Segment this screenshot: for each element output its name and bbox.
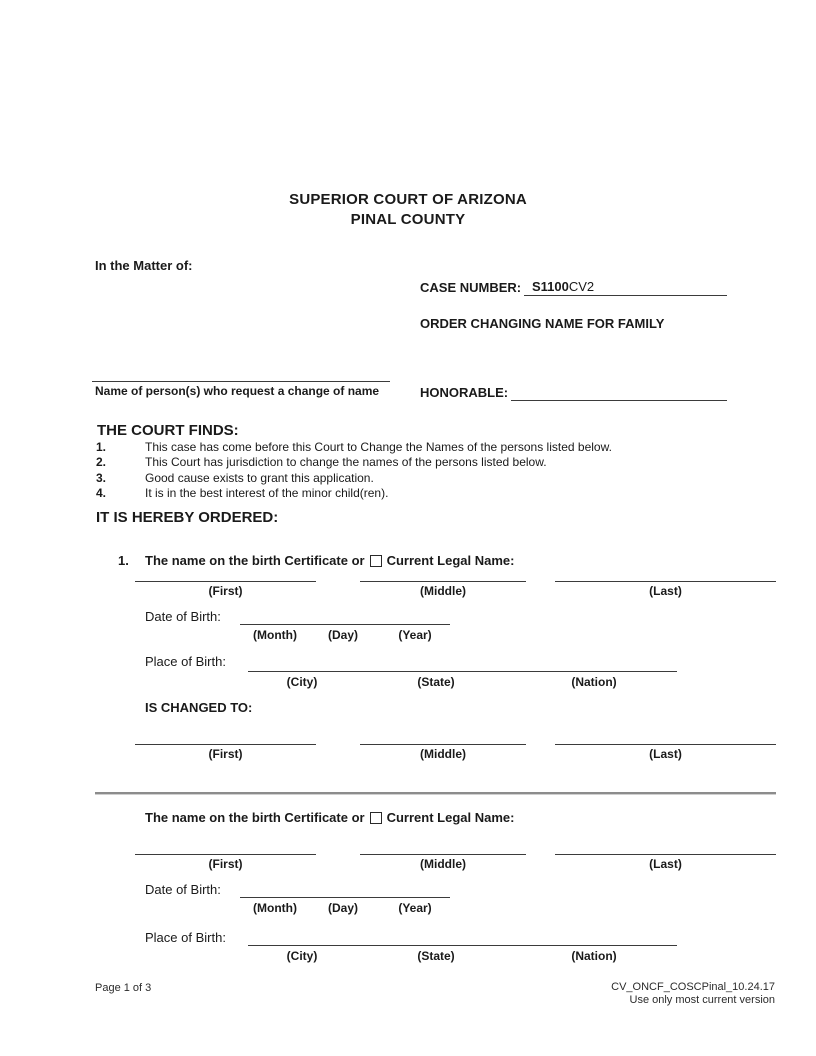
finding-text: This case has come before this Court to Change the Names of the persons listed below. xyxy=(145,440,612,454)
section-divider xyxy=(95,792,776,795)
finding-number: 1. xyxy=(96,440,107,454)
s2-dob-field[interactable] xyxy=(240,897,450,915)
case-number-value-suffix: CV2 xyxy=(568,279,595,294)
field-label-city: (City) xyxy=(286,675,318,689)
court-finds-heading: THE COURT FINDS: xyxy=(97,422,239,439)
field-label-first: (First) xyxy=(208,584,243,598)
s1-newname-first-field[interactable] xyxy=(135,744,316,761)
field-label-first: (First) xyxy=(208,747,243,761)
s1-dob-field[interactable] xyxy=(240,624,450,642)
s1-newname-middle-field[interactable] xyxy=(360,744,526,761)
s1-pob-field[interactable] xyxy=(248,671,677,689)
current-legal-name-checkbox[interactable] xyxy=(370,555,382,567)
petitioner-caption: Name of person(s) who request a change of name xyxy=(95,384,380,398)
honorable-field[interactable] xyxy=(511,384,727,401)
field-label-last: (Last) xyxy=(649,857,682,871)
section2-name-prompt xyxy=(145,810,514,825)
s1-dob-label: Date of Birth: xyxy=(145,609,221,624)
s2-name-first-field[interactable] xyxy=(135,854,316,871)
name-prompt-text: The name on the birth Certificate or xyxy=(145,553,365,568)
s2-name-middle-field[interactable] xyxy=(360,854,526,871)
finding-text: It is in the best interest of the minor child(ren). xyxy=(145,486,389,501)
finding-number: 3. xyxy=(96,470,107,485)
petitioner-name-blank[interactable] xyxy=(92,360,390,381)
field-label-state: (State) xyxy=(417,949,455,963)
s2-dob-label: Date of Birth: xyxy=(145,882,221,897)
order-title: ORDER CHANGING NAME FOR FAMILY xyxy=(420,316,665,331)
finding-text: This Court has jurisdiction to change the names of the persons listed below. xyxy=(145,455,547,470)
field-label-day: (Day) xyxy=(327,901,359,915)
court-title: SUPERIOR COURT OF ARIZONA xyxy=(289,191,527,208)
finding-row xyxy=(96,471,756,486)
finding-number: 2. xyxy=(96,455,107,470)
s1-newname-last-field[interactable] xyxy=(555,744,776,761)
footer-doc-code: CV_ONCF_COSCPinal_10.24.17 xyxy=(611,981,775,993)
checkbox-label: Current Legal Name: xyxy=(386,553,515,568)
finding-row xyxy=(96,486,756,501)
footer-page-label: Page 1 of 3 xyxy=(95,982,152,994)
finding-number: 4. xyxy=(96,486,107,501)
case-number-value-prefix: S1100 xyxy=(532,279,569,294)
field-label-nation: (Nation) xyxy=(571,949,617,963)
finding-row xyxy=(96,455,756,470)
county-title: PINAL COUNTY xyxy=(350,211,466,228)
case-number-field[interactable] xyxy=(524,279,727,296)
field-label-year: (Year) xyxy=(398,628,432,642)
s2-pob-label: Place of Birth: xyxy=(145,930,226,945)
field-label-month: (Month) xyxy=(253,628,297,642)
honorable-label: HONORABLE: xyxy=(420,385,509,400)
field-label-state: (State) xyxy=(417,675,455,689)
ordered-heading: IT IS HEREBY ORDERED: xyxy=(96,509,279,526)
name-prompt-text: The name on the birth Certificate or xyxy=(145,810,365,825)
field-label-last: (Last) xyxy=(649,747,682,761)
court-finds-list xyxy=(96,440,756,502)
field-label-city: (City) xyxy=(286,949,318,963)
section1-name-prompt xyxy=(145,553,514,568)
petitioner-caption-line xyxy=(92,381,390,398)
finding-text: Good cause exists to grant this application. xyxy=(145,470,374,485)
field-label-year: (Year) xyxy=(398,901,432,915)
field-label-last: (Last) xyxy=(649,584,682,598)
in-matter-of-label: In the Matter of: xyxy=(95,258,193,273)
field-label-first: (First) xyxy=(208,857,243,871)
s1-name-last-field[interactable] xyxy=(555,581,776,598)
field-label-day: (Day) xyxy=(327,628,359,642)
case-number-label: CASE NUMBER: xyxy=(420,280,522,295)
s2-pob-field[interactable] xyxy=(248,945,677,963)
field-label-nation: (Nation) xyxy=(571,675,617,689)
is-changed-to-label: IS CHANGED TO: xyxy=(145,700,253,715)
s1-name-first-field[interactable] xyxy=(135,581,316,598)
footer-version-note: Use only most current version xyxy=(629,994,775,1006)
footer-right-block xyxy=(611,981,775,1007)
field-label-middle: (Middle) xyxy=(420,857,466,871)
finding-row xyxy=(96,440,756,455)
header-title xyxy=(0,190,816,230)
current-legal-name-checkbox-2[interactable] xyxy=(370,812,382,824)
s2-name-last-field[interactable] xyxy=(555,854,776,871)
section1-item-number: 1. xyxy=(118,553,129,568)
field-label-middle: (Middle) xyxy=(420,584,466,598)
s1-name-middle-field[interactable] xyxy=(360,581,526,598)
field-label-middle: (Middle) xyxy=(420,747,466,761)
checkbox-label: Current Legal Name: xyxy=(386,810,515,825)
s1-pob-label: Place of Birth: xyxy=(145,654,226,669)
field-label-month: (Month) xyxy=(253,901,297,915)
